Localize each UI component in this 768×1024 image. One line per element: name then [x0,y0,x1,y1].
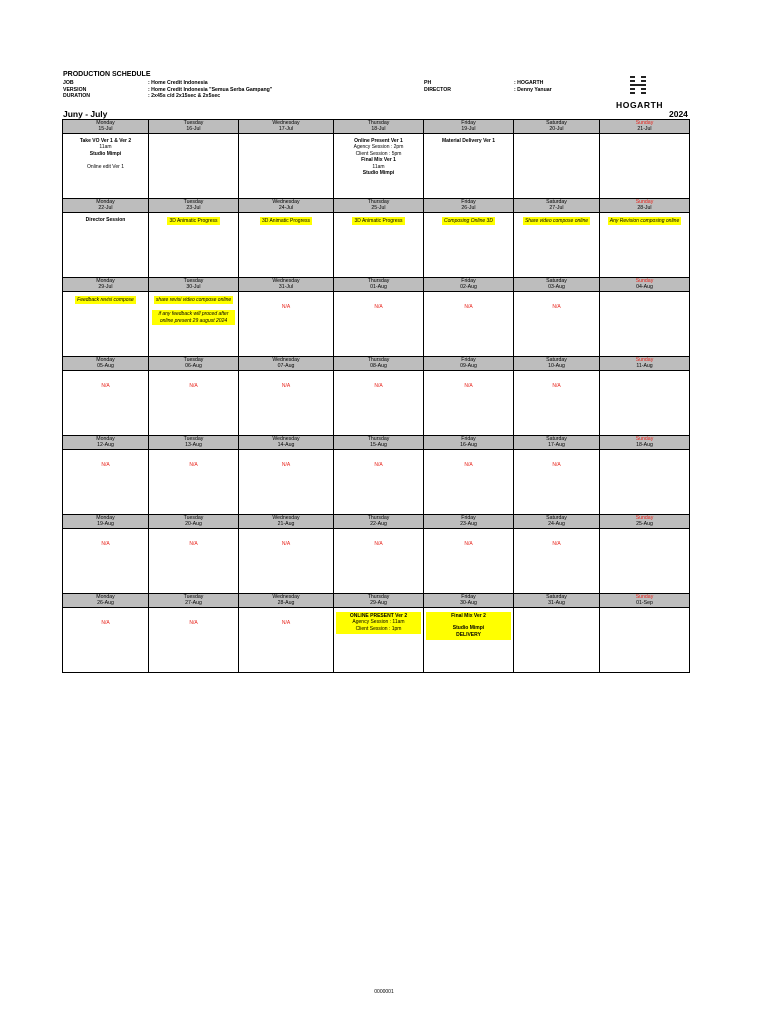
na-label: N/A [101,620,110,626]
day-cell-thursday [334,450,424,515]
weekday-saturday: Saturday [514,357,600,364]
date-cell: 17-Aug [514,442,600,450]
date-cell: 18-Aug [600,442,690,450]
day-cell-wednesday [239,450,334,515]
day-cell-thursday [334,371,424,436]
date-header-row [63,521,690,529]
event-line: Client Session : 5pm [355,150,402,157]
weekday-sunday: Sunday [600,594,690,601]
highlight-event: 3D Animatic Progress [169,218,218,224]
day-cell-saturday [514,134,600,199]
event-line [63,157,148,164]
date-cell: 20-Jul [514,126,600,134]
date-cell: 29-Aug [334,600,424,608]
date-cell: 27-Jul [514,205,600,213]
date-header-row [63,284,690,292]
event-line: Agency Session : 11am [352,619,405,626]
document-title: PRODUCTION SCHEDULE [63,71,151,78]
na-label: N/A [374,304,383,310]
weekday-saturday: Saturday [514,199,600,206]
na-label: N/A [552,304,561,310]
week-row [63,134,690,199]
weekday-tuesday: Tuesday [149,436,239,443]
weekday-saturday: Saturday [514,120,600,127]
day-cell-thursday [334,529,424,594]
na-label: N/A [464,383,473,389]
na-label: N/A [281,462,291,468]
hogarth-logo-text: HOGARTH [616,100,664,110]
highlight-event: Any Revision composing online [609,218,680,224]
weekday-friday: Friday [424,515,514,522]
weekday-thursday: Thursday [334,278,424,285]
day-cell-monday [63,450,149,515]
header-values-right [514,80,552,93]
weekday-monday: Monday [63,120,149,127]
day-cell-tuesday [149,450,239,515]
weekday-saturday: Saturday [514,278,600,285]
weekday-sunday: Sunday [600,436,690,443]
day-cell-saturday [514,529,600,594]
day-cell-thursday [334,213,424,278]
weekday-sunday: Sunday [600,515,690,522]
feedback-note [152,310,235,325]
na-label: N/A [552,383,561,389]
date-cell: 07-Aug [239,363,334,371]
weekday-tuesday: Tuesday [149,357,239,364]
event-line: Final Mix Ver 1 [361,157,396,164]
na-label: N/A [189,620,198,626]
date-cell: 05-Aug [63,363,149,371]
page-footer-code: 0000001 [374,989,394,995]
day-cell-sunday [600,134,690,199]
date-cell: 04-Aug [600,284,690,292]
weekday-monday: Monday [63,278,149,285]
weekday-thursday: Thursday [334,594,424,601]
date-cell: 13-Aug [149,442,239,450]
date-cell: 08-Aug [334,363,424,371]
na-label: N/A [552,541,561,547]
weekday-wednesday: Wednesday [239,120,334,127]
year-label: 2024 [669,109,688,119]
event-line: Online Present Ver 1 [354,138,403,144]
ph-label: PH [424,80,432,86]
period-label: Juny - July [63,109,108,119]
highlight-event: Composing Online 3D [444,218,493,224]
week-row [63,213,690,278]
day-cell-tuesday [149,529,239,594]
na-label: N/A [101,541,110,547]
event-line: Agency Session : 2pm [353,144,404,151]
schedule-table [62,119,690,673]
event-line: Material Delivery Ver 1 [441,138,496,144]
note-line: if any feedback will proced after [158,311,229,318]
job-label: JOB [63,80,74,86]
na-label: N/A [552,462,561,468]
date-cell: 27-Aug [149,600,239,608]
weekday-friday: Friday [424,278,514,285]
na-label: N/A [101,383,110,389]
day-cell-saturday [514,292,600,357]
note-line: online present 29 august 2024 [159,317,228,324]
week-row [63,608,690,673]
event-line: Director Session [85,217,126,223]
day-cell-thursday [334,608,424,673]
na-label: N/A [374,541,383,547]
day-cell-monday [63,529,149,594]
day-cell-wednesday [239,608,334,673]
day-cell-friday [424,213,514,278]
date-cell: 14-Aug [239,442,334,450]
day-cell-monday [63,213,149,278]
na-label: N/A [464,462,473,468]
na-label: N/A [281,383,291,389]
date-cell: 19-Jul [424,126,514,134]
day-cell-wednesday [239,134,334,199]
date-cell: 09-Aug [424,363,514,371]
day-cell-tuesday [149,292,239,357]
date-cell: 25-Aug [600,521,690,529]
day-cell-sunday [600,608,690,673]
weekday-saturday: Saturday [514,436,600,443]
na-label: N/A [101,462,110,468]
day-cell-thursday [334,134,424,199]
highlight-event: 3D Animatic Progress [354,218,403,224]
weekday-sunday: Sunday [600,199,690,206]
highlight-event: share revisi video compose online [155,297,232,303]
date-header-row [63,600,690,608]
version-value: : Home Credit Indonesia "Semua Serba Gampang" [148,86,273,93]
date-cell: 28-Jul [600,205,690,213]
date-cell: 15-Aug [334,442,424,450]
day-cell-sunday [600,292,690,357]
duration-label: DURATION [63,93,90,100]
day-cell-friday [424,134,514,199]
weekday-tuesday: Tuesday [149,594,239,601]
date-cell: 28-Aug [239,600,334,608]
date-cell: 15-Jul [63,126,149,134]
highlight-event: 3D Animatic Progress [261,218,311,224]
na-label: N/A [281,304,291,310]
date-cell: 20-Aug [149,521,239,529]
highlight-event: Share video compose online [524,218,589,224]
date-header-row [63,363,690,371]
day-cell-friday [424,529,514,594]
online-present-block [336,612,421,634]
job-value: : Home Credit Indonesia [148,80,208,86]
na-label: N/A [189,462,198,468]
date-cell: 24-Aug [514,521,600,529]
day-cell-sunday [600,450,690,515]
day-cell-saturday [514,213,600,278]
weekday-monday: Monday [63,436,149,443]
day-cell-saturday [514,371,600,436]
week-row [63,450,690,515]
day-cell-sunday [600,213,690,278]
date-cell: 21-Jul [600,126,690,134]
date-cell: 16-Aug [424,442,514,450]
day-cell-wednesday [239,292,334,357]
week-row [63,371,690,436]
day-cell-sunday [600,371,690,436]
date-cell: 06-Aug [149,363,239,371]
date-cell: 25-Jul [334,205,424,213]
na-label: N/A [189,541,198,547]
weekday-wednesday: Wednesday [239,278,334,285]
day-cell-saturday [514,608,600,673]
weekday-wednesday: Wednesday [239,436,334,443]
week-row [63,529,690,594]
na-label: N/A [374,462,383,468]
weekday-thursday: Thursday [334,436,424,443]
event-line: 11am [372,163,385,170]
date-cell: 22-Aug [334,521,424,529]
director-label: DIRECTOR [424,86,451,93]
day-cell-tuesday [149,608,239,673]
date-cell: 11-Aug [600,363,690,371]
day-cell-friday [424,292,514,357]
weekday-tuesday: Tuesday [149,199,239,206]
weekday-friday: Friday [424,120,514,127]
date-cell: 26-Aug [63,600,149,608]
event-line: ONLINE PRESENT Ver 2 [349,613,408,619]
date-cell: 10-Aug [514,363,600,371]
date-cell: 22-Jul [63,205,149,213]
date-cell: 30-Jul [149,284,239,292]
date-cell: 30-Aug [424,600,514,608]
event-line: Studio Mimpi [452,625,485,632]
weekday-wednesday: Wednesday [239,594,334,601]
weekday-monday: Monday [63,199,149,206]
date-header-row [63,205,690,213]
weekday-wednesday: Wednesday [239,357,334,364]
weekday-thursday: Thursday [334,357,424,364]
date-cell: 03-Aug [514,284,600,292]
day-cell-monday [63,134,149,199]
weekday-tuesday: Tuesday [149,515,239,522]
date-header-row [63,126,690,134]
date-cell: 01-Aug [334,284,424,292]
header-labels-left [63,80,90,100]
date-cell: 01-Sep [600,600,690,608]
date-cell: 21-Aug [239,521,334,529]
weekday-sunday: Sunday [600,278,690,285]
na-label: N/A [374,383,383,389]
header-labels-right [424,80,451,93]
date-header-row [63,442,690,450]
director-value: : Denny Yanuar [514,86,552,93]
weekday-tuesday: Tuesday [149,120,239,127]
ph-value: : HOGARTH [514,80,544,86]
weekday-friday: Friday [424,594,514,601]
day-cell-friday [424,608,514,673]
weekday-saturday: Saturday [514,594,600,601]
date-cell: 24-Jul [239,205,334,213]
event-line: Final Mix Ver 2 [451,613,486,619]
day-cell-friday [424,450,514,515]
day-cell-monday [63,608,149,673]
weekday-sunday: Sunday [600,120,690,127]
na-label: N/A [281,620,291,626]
weekday-wednesday: Wednesday [239,515,334,522]
header-values-left [148,80,272,100]
weekday-friday: Friday [424,199,514,206]
day-cell-monday [63,371,149,436]
weekday-saturday: Saturday [514,515,600,522]
hogarth-logo-icon [630,76,646,96]
event-line: Studio Mimpi [89,150,122,157]
date-cell: 31-Aug [514,600,600,608]
date-cell: 17-Jul [239,126,334,134]
date-cell: 19-Aug [63,521,149,529]
weekday-thursday: Thursday [334,515,424,522]
event-line: Client Session : 1pm [355,625,402,632]
weekday-wednesday: Wednesday [239,199,334,206]
weekday-friday: Friday [424,357,514,364]
na-label: N/A [189,383,198,389]
weekday-friday: Friday [424,436,514,443]
event-line: DELIVERY [456,631,481,638]
highlight-event: Feedback revisi compose [77,297,134,303]
date-cell: 31-Jul [239,284,334,292]
day-cell-wednesday [239,371,334,436]
date-cell: 26-Jul [424,205,514,213]
weekday-sunday: Sunday [600,357,690,364]
day-cell-tuesday [149,134,239,199]
day-cell-wednesday [239,529,334,594]
day-cell-friday [424,371,514,436]
na-label: N/A [464,304,473,310]
day-cell-tuesday [149,213,239,278]
date-cell: 23-Aug [424,521,514,529]
event-line: Online edit Ver 1 [87,164,124,171]
day-cell-saturday [514,450,600,515]
week-row [63,292,690,357]
day-cell-sunday [600,529,690,594]
na-label: N/A [281,541,291,547]
day-cell-thursday [334,292,424,357]
na-label: N/A [464,541,473,547]
date-cell: 23-Jul [149,205,239,213]
weekday-monday: Monday [63,357,149,364]
final-mix-block [426,612,511,640]
weekday-thursday: Thursday [334,120,424,127]
version-label: VERSION [63,86,87,93]
weekday-monday: Monday [63,594,149,601]
duration-value: : 2x45s c/d 2x15sec & 2x5sec [148,93,221,100]
day-cell-wednesday [239,213,334,278]
weekday-thursday: Thursday [334,199,424,206]
day-cell-tuesday [149,371,239,436]
event-line: Take VO Ver 1 & Ver 2 [79,138,132,144]
day-cell-monday [63,292,149,357]
date-cell: 29-Jul [63,284,149,292]
event-line: 11am [99,144,112,151]
date-cell: 02-Aug [424,284,514,292]
date-cell: 16-Jul [149,126,239,134]
date-cell: 12-Aug [63,442,149,450]
weekday-monday: Monday [63,515,149,522]
event-line: Studio Mimpi [362,170,395,177]
date-cell: 18-Jul [334,126,424,134]
weekday-tuesday: Tuesday [149,278,239,285]
